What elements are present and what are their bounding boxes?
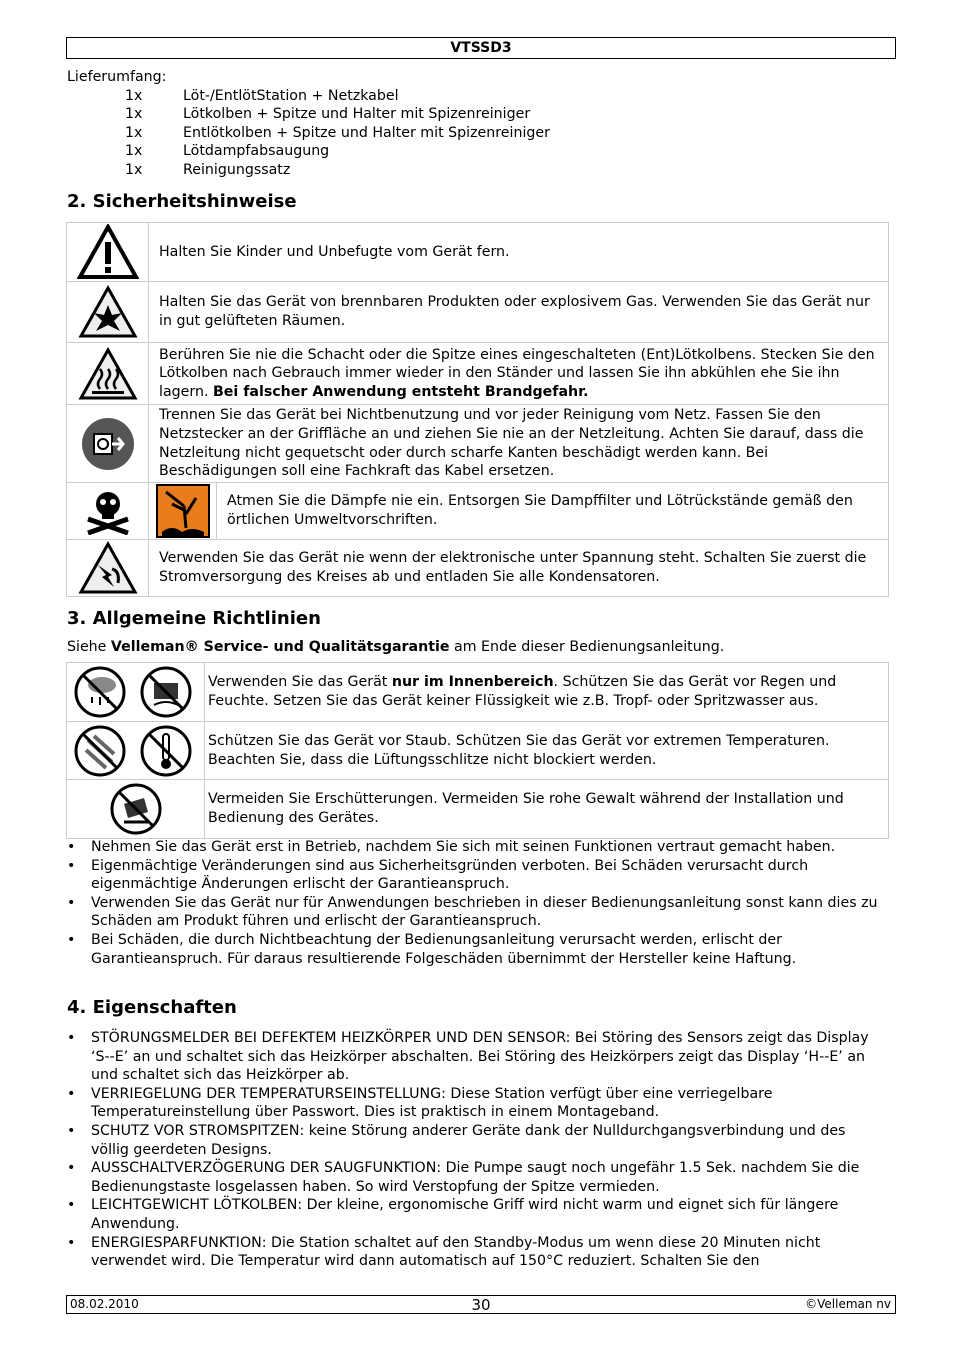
toxic-icon [67,483,149,540]
dust-temperature-icon [67,722,205,780]
list-item: • Eigenmächtige Veränderungen sind aus Sicherheitsgründen verboten. Bei Schäden verursacht durch eigenmächtige Änderungen erlischt der Garantieanspruch. [67,857,887,894]
electric-shock-icon [67,540,149,597]
guideline-text: Schützen Sie das Gerät vor Staub. Schützen Sie das Gerät vor extremen Temperaturen. Beachten Sie, dass die Lüftungsschlitze nicht blockiert werden. [205,722,889,780]
document-footer [66,1295,896,1314]
list-item: • STÖRUNGSMELDER BEI DEFEKTEM HEIZKÖRPER UND DEN SENSOR: Bei Störing des Sensors zeigt das Display ‘S--E’ an und schaltet sich das Heizkörper abschalten. Bei Störing des Heizkörpers zeigt das Display ‘H--E’ an und schaltet sich das Heizkörper ab. [67,1029,887,1085]
list-item: • SCHUTZ VOR STROMSPITZEN: keine Störung anderer Geräte dank der Nulldurchgangsverbindung und des völlig geerdeten Designs. [67,1122,887,1159]
table-row [67,282,889,343]
table-row [67,722,889,780]
list-item: 1x Löt-/EntlötStation + Netzkabel [125,87,399,104]
package-contents [67,68,550,180]
table-row [67,405,889,483]
footer-copyright: ©Velleman nv [805,1297,891,1311]
footer-date: 08.02.2010 [70,1297,139,1311]
list-item: • VERRIEGELUNG DER TEMPERATURSEINSTELLUNG: Diese Station verfügt über eine verriegelbare Temperatureinstellung über Passwort. Dies ist praktisch in einem Montageband. [67,1085,887,1122]
list-item: 1x Reinigungssatz [125,161,291,178]
safety-text: Trennen Sie das Gerät bei Nichtbenutzung und vor jeder Reinigung vom Netz. Fassen Sie den Netzstecker an der Griffläche an und ziehen Sie nie an der Netzleitung. Achten Sie darauf, dass die Netzleitung nicht gequetscht oder durch scharfe Kanten beschädigt werden kann. Bei Beschädigungen soll eine Fachkraft das Kabel ersetzen. [149,405,889,483]
safety-text: Halten Sie das Gerät von brennbaren Produkten oder explosivem Gas. Verwenden Sie das Gerät nur in gut gelüfteten Räumen. [149,282,889,343]
table-row [67,780,889,839]
section-title-safety: 2. Sicherheitshinweise [67,191,297,212]
list-item: • Nehmen Sie das Gerät erst in Betrieb, nachdem Sie sich mit seinen Funktionen vertraut gemacht haben. [67,838,887,857]
model-title: VTSSD3 [450,40,512,56]
list-item: • Bei Schäden, die durch Nichtbeachtung der Bedienungsanleitung verursacht werden, erlischt der Garantieanspruch. Für daraus resultierende Folgeschäden übernimmt der Hersteller keine Haftung. [67,931,887,968]
page-number: 30 [471,1296,491,1314]
warning-icon [67,223,149,282]
table-row [67,343,889,405]
section-title-guidelines: 3. Allgemeine Richtlinien [67,608,321,629]
safety-text: Verwenden Sie das Gerät nie wenn der elektronische unter Spannung steht. Schalten Sie zuerst die Stromversorgung des Kreises ab und entladen Sie alle Kondensatoren. [149,540,889,597]
table-row [67,483,889,540]
document-header [66,37,896,59]
list-item: • Verwenden Sie das Gerät nur für Anwendungen beschrieben in dieser Bedienungsanleitung sonst kann dies zu Schäden am Produkt führen und erlischt der Garantieanspruch. [67,894,887,931]
table-row [67,540,889,597]
list-item: 1x Lötdampfabsaugung [125,143,330,160]
guideline-text: Vermeiden Sie Erschütterungen. Vermeiden Sie rohe Gewalt während der Installation und Bedienung des Gerätes. [205,780,889,839]
list-item: • AUSSCHALTVERZÖGERUNG DER SAUGFUNKTION: Die Pumpe saugt noch ungefähr 1.5 Sek. nachdem Sie die Bedienungstaste losgelassen haben. So wird Verstopfung der Spitze vermieden. [67,1159,887,1196]
explosive-icon [67,282,149,343]
list-item: • LEICHTGEWICHT LÖTKOLBEN: Der kleine, ergonomische Griff wird nicht warm und eignet sich für längere Anwendung. [67,1196,887,1233]
safety-text: Berühren Sie nie die Schacht oder die Spitze eines eingeschalteten (Ent)Lötkolbens. Stecken Sie den Lötkolben nach Gebrauch immer wieder in den Ständer und lassen Sie ihn abkühlen ehe Sie ihn lagern. Bei falscher Anwendung entsteht Brandgefahr. [149,343,889,405]
indoor-use-icon [67,663,205,722]
section-title-features: 4. Eigenschaften [67,997,237,1018]
list-item: 1x Entlötkolben + Spitze und Halter mit Spizenreiniger [125,124,550,141]
package-contents-label: Lieferumfang: [67,69,167,85]
safety-table [66,222,889,597]
safety-text: Atmen Sie die Dämpfe nie ein. Entsorgen Sie Dampffilter und Lötrückstände gemäß den örtlichen Umweltvorschriften. [217,483,889,540]
table-row [67,223,889,282]
unplug-icon [67,405,149,483]
environment-hazard-icon [149,483,217,540]
list-item: • ENERGIESPARFUNKTION: Die Station schaltet auf den Standby-Modus um wenn diese 20 Minuten nicht verwendet wird. Die Temperatur wird dann automatisch auf 150°C reduziert. Schalten Sie den [67,1234,887,1271]
guarantee-note: Siehe Velleman® Service- und Qualitätsgarantie am Ende dieser Bedienungsanleitung. [67,639,725,655]
features-bullet-list [67,1029,887,1271]
guidelines-table [66,662,889,839]
list-item: 1x Lötkolben + Spitze und Halter mit Spizenreiniger [125,106,531,123]
no-shock-icon [67,780,205,839]
table-row [67,663,889,722]
guideline-text: Verwenden Sie das Gerät nur im Innenbereich. Schützen Sie das Gerät vor Regen und Feuchte. Setzen Sie das Gerät keiner Flüssigkeit wie z.B. Tropf- oder Spritzwasser aus. [205,663,889,722]
hot-surface-icon [67,343,149,405]
guidelines-bullet-list [67,838,887,968]
safety-text: Halten Sie Kinder und Unbefugte vom Gerät fern. [149,223,889,282]
